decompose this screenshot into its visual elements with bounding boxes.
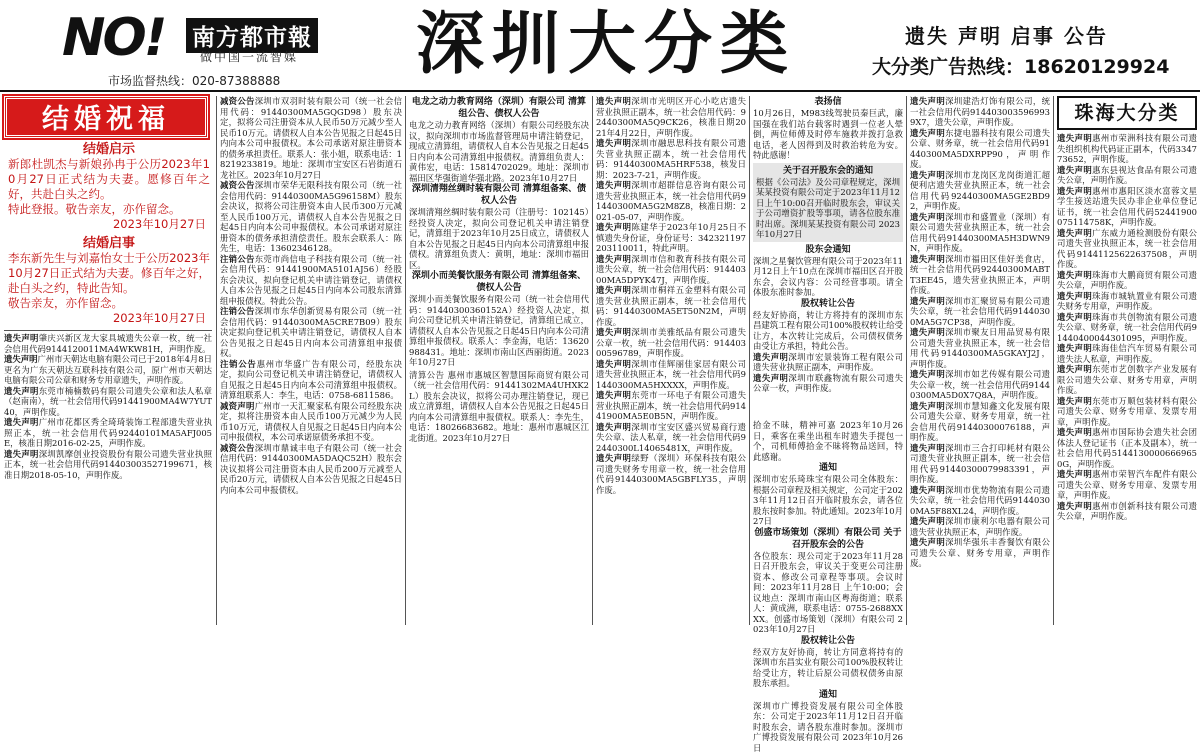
notice-prefix: 遗失声明 xyxy=(1057,396,1092,406)
notice-text: 东捷电器科技有限公司遗失公章、财务章，统一社会信用代码91440300MA5DXRPP90，声明作废。 xyxy=(910,128,1050,170)
loss-notice xyxy=(1057,343,1197,364)
notice-prefix: 遗失声明 xyxy=(1057,343,1092,353)
newspaper-logo-icon: NO! xyxy=(62,12,164,64)
loss-notice xyxy=(910,96,1050,128)
loss-notice xyxy=(1057,228,1197,270)
notice-text: 广州市天朝达电脑有限公司已于2018年4月8日更名为广东天朝达互联科技有限公司，原广州市天朝达电脑有限公司公章和财务专用章遗失，声明作废。 xyxy=(4,354,212,385)
notice-text: 东莞市楠楠数码有限公司遗失公章和法人私章（赵南南），统一社会信用代码91441900MA4W7YUT40，声明作废。 xyxy=(4,386,212,417)
notice-prefix: 遗失声明 xyxy=(910,401,945,411)
notice-prefix: 遗失声明 xyxy=(753,352,788,362)
notice-text: 深圳市融思思科技有限公司遗失营业执照正副本，统一社会信用代码：91440300MA5HRF538，核发日期：2023-7-21，声明作废。 xyxy=(596,138,746,180)
loss-notice xyxy=(4,354,212,386)
notice-text: 珠海市共创物流有限公司遗失公章、财务章，统一社会信用代码91440400044301095，声明作废。 xyxy=(1057,312,1197,343)
loss-notice xyxy=(1057,291,1197,312)
loss-notice xyxy=(1057,186,1197,228)
notice-text: 深圳市康利尔电器有限公司遗失营业执照正本，声明作废。 xyxy=(910,516,1050,537)
wedding-notice-title: 结婚启示 xyxy=(8,142,210,157)
notice-text: 广州市一天汇聚家私有限公司经股东决定，拟将注册资本由人民币100万元减少为人民币10万元，请债权人自见报之日起45日内向本公司申报债权，本公司承诺原债务承担不变。 xyxy=(220,401,402,443)
notice-text: 珠海佳信汽车贸易有限公司遗失法人私章，声明作废。 xyxy=(1057,343,1197,364)
notice-prefix: 遗失声明 xyxy=(1057,186,1092,196)
loss-notice xyxy=(910,516,1050,537)
notice-prefix: 减资公告 xyxy=(220,443,255,453)
notice xyxy=(220,254,402,307)
notice-prefix: 遗失声明 xyxy=(910,443,945,453)
loss-notice xyxy=(1057,312,1197,344)
loss-notice xyxy=(1057,165,1197,186)
notice-prefix: 遗失声明 xyxy=(910,212,945,222)
notice-prefix: 遗失声明 xyxy=(596,254,631,264)
column-loss-notices-a xyxy=(596,96,746,625)
notice-text: 惠州市华盛广告有限公司，经股东决定，拟向公司登记机关申请注销登记，请债权人自见报之日起45日内向本公司清算组申报债权。清算组联系人：李生，电话：0758-6811586。 xyxy=(220,359,402,401)
wedding-notice-date: 2023年10月27日 xyxy=(8,311,210,326)
column-divider xyxy=(1053,96,1054,625)
notice xyxy=(220,443,402,496)
wedding-notice-date: 2023年10月27日 xyxy=(8,217,210,232)
notice-prefix: 减资公告 xyxy=(220,180,255,190)
wedding-notice-body: 新郎杜凯杰与新娘孙冉于公历2023年10月27日正式结为夫妻。愿修百年之好，共赴白头之约。 xyxy=(8,157,210,202)
notice-text: 珠海市城轨置业有限公司遗失财务专用章，声明作废。 xyxy=(1057,291,1197,312)
section-title: 深圳清翔丝绸时装有限公司 清算组备案、债权人公告 xyxy=(409,183,589,207)
loss-notice-list xyxy=(4,330,212,480)
notice-prefix: 遗失声明 xyxy=(910,327,945,337)
notice-prefix: 遗失声明 xyxy=(1057,291,1092,301)
loss-notice xyxy=(910,401,1050,443)
loss-notice xyxy=(596,359,746,391)
notice-text: 深圳华强乐丰香餐饮有限公司遗失公章、财务专用章，声明作废。 xyxy=(910,537,1050,568)
wedding-notice-body: 李东新先生与刘嘉怡女士于公历2023年10月27日正式结为夫妻。修百年之好，赴白头之约，特此告知。 xyxy=(8,251,210,296)
newspaper-name: 南方都市報 xyxy=(186,18,318,53)
notice-text: 深圳市美雅纸品有限公司遗失公章一枚，统一社会信用代码：91440300596789，声明作废。 xyxy=(596,327,746,358)
notice-prefix: 遗失声明 xyxy=(1057,501,1092,511)
notice-prefix: 减资声明 xyxy=(220,401,255,411)
notice-text: 深圳市光明区开心小吃店遗失营业执照正副本，统一社会信用代码：92440300MA5Q9CK26，核准日期2021年4月22日，声明作废。 xyxy=(596,96,746,138)
notice-text: 深圳市桐祥五金塑料有限公司遗失营业执照正副本，统一社会信用代码：91440300MA5ET50N2M，声明作废。 xyxy=(596,285,746,327)
notice-text: 深圳市宏乐琦珠宝有限公司全体股东：根据公司章程及相关规定，公司定于2023年11月12日召开临时股东会，请各位股东按时参加。特此通知。2023年10月27日 xyxy=(753,474,903,527)
ad-hotline: 大分类广告热线：18620129924 xyxy=(872,52,1169,79)
column-meeting-notices xyxy=(753,420,903,625)
notice-text: 广东威力通检测股份有限公司遗失营业执照正本，统一社会信用代码91441125622637508，声明作废。 xyxy=(1057,228,1197,270)
notice-text: 深圳市慧知鑫文化发展有限公司遗失公章、财务专用章，统一社会信用代码91440300076188，声明作废。 xyxy=(910,401,1050,443)
notice-text: 深圳市鼎诚丰电子有限公司（统一社会信用代码：91440300MA5DAQC52H）股东会决议拟将公司注册资本由人民币200万元减至人民币20万元，请债权人自本公告见报之日起45日内向本公司申报债权。 xyxy=(220,443,402,495)
loss-notice xyxy=(910,443,1050,485)
page-title: 深圳大分类 xyxy=(416,6,796,84)
notice-text: 深圳市优势物流有限公司遗失公章，统一社会信用代码91440300MA5F88XL24，声明作废。 xyxy=(910,485,1050,516)
notice-prefix: 遗失声明 xyxy=(4,354,38,364)
loss-notice xyxy=(1057,501,1197,522)
notice-prefix: 遗失声明 xyxy=(910,516,945,526)
column-divider xyxy=(405,96,406,625)
notice-prefix: 遗失声明 xyxy=(596,453,631,463)
notice-prefix: 遗失声明 xyxy=(910,96,945,106)
notice-prefix: 遗失声明 xyxy=(596,96,631,106)
notice-prefix: 遗失声明 xyxy=(4,417,39,427)
notice-text: 广州市花都区秀全琦琦装饰工程部遗失营业执照正本，统一社会信用代码92440101MA5AFJ005E，核准日期2016-02-25，声明作废。 xyxy=(4,417,212,448)
shareholder-notice-text: 深圳之星餐饮管理有限公司于2023年11月12日上午10点在深圳市福田区召开股东会，会议内容：公司经营事项。请全体股东准时参加。 xyxy=(753,256,903,298)
notice-prefix: 遗失声明 xyxy=(596,180,631,190)
notice-text: 陈建华于2023年10月25日不慎遗失身份证，身份证号：342321197203110011，特此声明。 xyxy=(596,222,746,253)
notice-text: 深圳市福田区佳好美食店，统一社会信用代码92440300MABTT3EE45，遗失营业执照正本，声明作废。 xyxy=(910,254,1050,296)
notice-text: 东莞市一环电子有限公司遗失营业执照正副本，统一社会信用代码91441900MA5E0B5N，声明作废。 xyxy=(596,390,746,421)
notice-prefix: 遗失声明 xyxy=(1057,427,1092,437)
notice-title: 通知 xyxy=(753,462,903,474)
category-slogan: 遗失 声明 启事 公告 xyxy=(905,20,1108,49)
notice-prefix: 遗失声明 xyxy=(910,296,945,306)
notice-text: 东莞市万顺包装材料有限公司遗失公章、财务专用章、发票专用章，声明作废。 xyxy=(1057,396,1197,427)
notice-text: 东莞市尚信电子科技有限公司（统一社会信用代码：91441900MA5101AJ56）经股东会决议，拟向登记机关申请注销登记，请债权人自本公告见报之日起45日内向本公司股东清算组申报债权。特此公告。 xyxy=(220,254,402,306)
notice-text: 深圳市信和教育科技有限公司遗失公章，统一社会信用代码：91440300MA5DPYK47J，声明作废。 xyxy=(596,254,746,285)
notice-text: 惠东县视达食品有限公司遗失公章，声明作废。 xyxy=(1057,165,1197,186)
loss-notice xyxy=(910,369,1050,401)
notice-text: 肇庆兴新区龙大家具城遗失公章一枚，统一社会信用代码9144120011MA4WKW81H，声明作废。 xyxy=(4,333,212,354)
column-divider xyxy=(906,96,907,625)
column-divider xyxy=(216,96,217,625)
notice-text: 珠海市大鹏商贸有限公司遗失公章，声明作废。 xyxy=(1057,270,1197,291)
praise-letter-title: 表扬信 xyxy=(753,96,903,108)
wedding-heading: 结婚祝福 xyxy=(4,96,208,138)
loss-notice xyxy=(753,352,903,373)
notice-prefix: 遗失声明 xyxy=(910,537,945,547)
notice xyxy=(220,306,402,359)
wedding-notice-extra: 敬告亲友，亦作留念。 xyxy=(8,296,210,311)
notice-prefix: 注销公告 xyxy=(220,306,255,316)
shareholder-meeting-box xyxy=(753,163,903,242)
notice-text: 东莞市艺创数字产业发展有限公司遗失公章、财务专用章，声明作废。 xyxy=(1057,364,1197,395)
notice-text: 深圳市和盛置业（深圳）有限公司遗失营业执照正本，统一社会信用代码91440300MA5H3DWN9N，声明作废。 xyxy=(910,212,1050,254)
loss-notice xyxy=(4,386,212,418)
column-divider xyxy=(749,96,750,625)
notice-prefix: 注销公告 xyxy=(220,254,255,264)
notice-text: 深圳市东华创新贸易有限公司（统一社会信用代码：91440300MA5CRE7B09）股东决定拟向登记机关申请注销登记，请债权人自本公告见报之日起45日内向本公司清算组申报债权。 xyxy=(220,306,402,358)
loss-notice xyxy=(596,422,746,454)
notice-text: 惠州市国际协会遗失社会团体法人登记证书（正本及副本），统一社会信用代码51441300006669650G，声明作废。 xyxy=(1057,427,1197,469)
notice-prefix: 遗失声明 xyxy=(910,254,945,264)
loss-notice xyxy=(596,180,746,222)
notice-text: 深圳市联鑫物流有限公司遗失公章一枚，声明作废。 xyxy=(753,373,903,394)
notice2-title: 通知 xyxy=(753,689,903,701)
loss-notice xyxy=(910,170,1050,212)
notice-prefix: 遗失声明 xyxy=(1057,133,1092,143)
newspaper-slogan: 做中国一流智媒 xyxy=(200,48,298,65)
loss-notice xyxy=(596,96,746,138)
notice-text: 深圳市佳辉丽佳家居有限公司遗失营业执照正本，统一社会信用代码91440300MA5HXXXX，声明作废。 xyxy=(596,359,746,390)
notice xyxy=(220,359,402,401)
notice-prefix: 遗失声明 xyxy=(596,222,631,232)
column-capital-notices xyxy=(220,96,402,625)
section-title: 深圳小而美餐饮服务有限公司 清算组备案、债权人公告 xyxy=(409,270,589,294)
notice-text: 深圳建浩灯饰有限公司，统一社会信用代码9144030035969939X7，遗失公章，声明作废。 xyxy=(910,96,1050,127)
loss-notice xyxy=(1057,427,1197,469)
notice-prefix: 遗失声明 xyxy=(596,327,631,337)
wedding-notice-extra: 特此登报。敬告亲友，亦作留念。 xyxy=(8,202,210,217)
notice-prefix: 遗失声明 xyxy=(596,138,631,148)
notice-text: 深圳市如艺传媒有限公司遗失公章一枚，统一社会信用代码91440300MA5D0X7Q8A，声明作废。 xyxy=(910,369,1050,400)
notice-text: 深圳市宏景装饰工程有限公司遗失营业执照正副本，声明作废。 xyxy=(753,352,903,373)
loss-notice xyxy=(910,296,1050,328)
notice-prefix: 遗失声明 xyxy=(910,369,945,379)
equity-transfer-text: 经友好协商，转让方将持有的深圳市东昌建筑工程有限公司100%股权转让给受让方，本次转让完成后，公司债权债务由受让方承担，特此公告。 xyxy=(753,310,903,352)
notice-text: 惠州市创新科技有限公司遗失公章，声明作废。 xyxy=(1057,501,1197,522)
shareholder-meeting-text: 根据《公司法》及公司章程规定，深圳某某投资有限公司定于2023年11月12日上午10:00召开临时股东会，审议关于公司增资扩股等事项，请各位股东准时出席。深圳某某投资有限公司 2023年10月27日 xyxy=(756,177,900,240)
column-loss-notices-c xyxy=(910,96,1050,625)
column-zhuhai xyxy=(1057,96,1197,625)
masthead xyxy=(0,0,1200,92)
loss-notice xyxy=(596,138,746,180)
loss-notice xyxy=(596,390,746,422)
notice-text: 绿野（深圳）环保科技有限公司遗失财务专用章一枚，统一社会信用代码91440300MA5GBFLY35，声明作废。 xyxy=(596,453,746,495)
wedding-notice xyxy=(4,232,212,326)
loss-notice xyxy=(910,254,1050,296)
loss-notice xyxy=(910,128,1050,170)
loss-notice xyxy=(596,285,746,327)
notice-prefix: 遗失声明 xyxy=(4,386,39,396)
wedding-notice-title: 结婚启事 xyxy=(8,236,210,251)
notice-prefix: 遗失声明 xyxy=(4,449,39,459)
loss-notice xyxy=(4,449,212,481)
notice-prefix: 遗失声明 xyxy=(1057,228,1092,238)
loss-notice xyxy=(1057,270,1197,291)
loss-notice xyxy=(596,453,746,495)
loss-notice xyxy=(596,327,746,359)
loss-notice xyxy=(910,485,1050,517)
loss-notice xyxy=(1057,469,1197,501)
praise-letter-text: 10月26日，M983线驾驶员秦巨武，廉国强在我们站台载客时遇到一位老人晕倒，两位师傅及时停车施救并拨打急救电话，老人因得到及时救治转危为安。特此感谢！ xyxy=(753,108,903,161)
notice-text: 深圳市龙岗区龙岗街道汇超便利店遗失营业执照正本，统一社会信用代码92440300MA5GE2BD92，声明作废。 xyxy=(910,170,1050,212)
loss-notice xyxy=(1057,364,1197,396)
notice-prefix: 遗失声明 xyxy=(596,359,631,369)
loss-notice xyxy=(1057,133,1197,165)
notice-text: 深圳市荣华无限科技有限公司（统一社会信用代码：91440300MA5G96158M）股东会决议，拟将公司注册资本由人民币300万元减至人民币100万元，请债权人自本公告见报之日起45日内向本公司申报债权。本公司承诺对原注册资本的债务承担清偿责任。股东会联系人：陈先生，电话：13602346128。 xyxy=(220,180,402,253)
notice xyxy=(220,96,402,180)
notice-text: 深圳市三合打印耗材有限公司遗失营业执照正副本，统一社会信用代码91440300079983391，声明作废。 xyxy=(910,443,1050,485)
loss-notice xyxy=(4,417,212,449)
notice-prefix: 注销公告 xyxy=(220,359,257,369)
supervision-hotline: 市场监督热线：020-87388888 xyxy=(108,72,280,89)
shareholder-meeting-title: 关于召开股东会的通知 xyxy=(756,165,900,177)
equity-transfer-title: 股权转让公告 xyxy=(753,298,903,310)
market-meeting-title: 创盛市场策划（深圳）有限公司 关于召开股东会的公告 xyxy=(753,527,903,551)
section-text: 清算公告 惠州市惠城区智慧国际商贸有限公司（统一社会信用代码：91441302MA4UHXK2L）股东会决议，拟将公司办理注销登记，现已成立清算组，请债权人自本公告见报之日起45日内向本公司清算组申报债权。联系人：李先生，电话：18026683682。地址：惠州市惠城区江北街道。2023年10月27日 xyxy=(409,370,589,444)
lost-item-thanks: 拾金不昧，精神可嘉 2023年10月26日，乘客在乘坐出租车时遗失手提包一个，司机师傅拾金不昧将物品送回，特此感谢。 xyxy=(753,420,903,462)
notice-prefix: 遗失声明 xyxy=(753,373,788,383)
section-title: 电龙之动力教育网络（深圳）有限公司 清算组公告、债权人公告 xyxy=(409,96,589,120)
loss-notice xyxy=(910,212,1050,254)
loss-notice xyxy=(1057,396,1197,428)
shareholder-notice-title: 股东会通知 xyxy=(753,244,903,256)
notice-text: 深圳凯摩创业投资股份有限公司遗失营业执照正本，统一社会信用代码914403003527199671，核准日期2018-05-10，声明作废。 xyxy=(4,449,212,480)
notice xyxy=(220,401,402,443)
column-liquidation xyxy=(409,96,589,625)
column-divider xyxy=(592,96,593,625)
notice-prefix: 遗失声明 xyxy=(1057,312,1092,322)
notice-text: 惠州市荣洲科技有限公司遗失组织机构代码证正副本，代码334773652，声明作废。 xyxy=(1057,133,1197,164)
column-wedding xyxy=(4,96,212,625)
notice-prefix: 遗失声明 xyxy=(1057,469,1092,479)
market-meeting-text: 各位股东：现公司定于2023年11月28日召开股东会，审议关于变更公司注册资本、修改公司章程等事项。会议时间：2023年11月28日 上午10:00；会议地点：深圳市南山区粤海街道；联系人：黄成洲，联系电话：0755-2688XXXX。创盛市场策划（深圳）有限公司 2023年10月27日 xyxy=(753,551,903,635)
loss-notice xyxy=(596,222,746,254)
notice-text: 惠州市惠阳区淡水富蓉文星学生接送站遗失民办非企业单位登记证书，统一社会信用代码52441900075114758K，声明作废。 xyxy=(1057,186,1197,228)
notice-prefix: 遗失声明 xyxy=(4,333,39,343)
wedding-notice xyxy=(4,138,212,232)
notice-text: 惠州市荣智汽车配件有限公司遗失公章、财务专用章、发票专用章，声明作废。 xyxy=(1057,469,1197,500)
notice-prefix: 遗失声明 xyxy=(1057,364,1092,374)
notice-prefix: 遗失声明 xyxy=(596,390,631,400)
notice-text: 深圳市双羽时装有限公司（统一社会信用代码：91440300MA5GQGD98）股东决定，拟将公司注册资本从人民币50万元减少至人民币10万元。请债权人自本公告见报之日起45日内向本公司申报债权。本公司承诺对原注册资本的债务承担责任。联系人：张小姐，联系电话：18219233819。地址：深圳市宝安区石岩街道石龙社区。2023年10月27日 xyxy=(220,96,402,180)
loss-notice xyxy=(910,327,1050,369)
section-text: 深圳小而美餐饮服务有限公司（统一社会信用代码：91440300360152A）经投资人决定，拟向公司登记机关申请注销登记，清算组已成立，请债权人自本公告见报之日起45日内向本公司清算组申报债权。联系人：李金海，电话：13620988431。地址：深圳市南山区西丽街道。2023年10月27日 xyxy=(409,294,589,368)
notice-prefix: 遗失声明 xyxy=(1057,165,1092,175)
notice-prefix: 遗失声明 xyxy=(910,128,945,138)
section-text: 深圳清翔丝绸时装有限公司（注册号：102145）经投资人决定，拟向公司登记机关申请注销登记，清算组于2023年10月25日成立，请债权人自本公告见报之日起45日内向本公司清算组申报债权。清算组负责人：黄明，地址：深圳市福田区。 xyxy=(409,207,589,270)
notice-text: 深圳市聚友日用品贸易有限公司遗失营业执照正本，统一社会信用代码91440300MA5GKAYJ2J，声明作废。 xyxy=(910,327,1050,369)
notice-prefix: 减资公告 xyxy=(220,96,255,106)
notice2-text: 深圳市广博投资发展有限公司全体股东：公司定于2023年11月12日召开临时股东会，请各股东准时参加。深圳市广博投资发展有限公司 2023年10月26日 xyxy=(753,701,903,753)
equity-text: 经双方友好协商，转让方同意将持有的深圳市东昌实业有限公司100%股权转让给受让方，转让后原公司债权债务由原股东承担。 xyxy=(753,647,903,689)
notice-text: 深圳市宝安区盛兴贸易商行遗失公章、法人私章，统一社会信用代码92440300L14065481X，声明作废。 xyxy=(596,422,746,453)
notice-prefix: 遗失声明 xyxy=(596,285,631,295)
loss-notice xyxy=(596,254,746,286)
notice-prefix: 遗失声明 xyxy=(596,422,631,432)
loss-notice xyxy=(753,373,903,394)
notice-prefix: 遗失声明 xyxy=(910,485,945,495)
notice-text: 深圳市汇聚贸易有限公司遗失公章，统一社会信用代码91440300MA5G7CP38，声明作废。 xyxy=(910,296,1050,327)
equity-title: 股权转让公告 xyxy=(753,635,903,647)
notice-text: 深圳市超群信息咨询有限公司遗失营业执照正本，统一社会信用代码91440300MA5G2M8Z8，核准日期：2021-05-07，声明作废。 xyxy=(596,180,746,222)
section-text: 电龙之动力教育网络（深圳）有限公司经股东决议，拟向深圳市市场监督管理局申请注销登记，现成立清算组，请债权人自本公告见报之日起45日内向本公司清算组申报债权。清算组负责人：黄伟宏，电话：15814702029。地址：深圳市福田区华强街道华强北路。2023年10月27日 xyxy=(409,120,589,183)
notice-prefix: 遗失声明 xyxy=(910,170,945,180)
notice-prefix: 遗失声明 xyxy=(1057,270,1092,280)
loss-notice xyxy=(910,537,1050,569)
zhuhai-heading: 珠海大分类 xyxy=(1057,96,1197,130)
notice xyxy=(220,180,402,254)
loss-notice xyxy=(4,333,212,354)
